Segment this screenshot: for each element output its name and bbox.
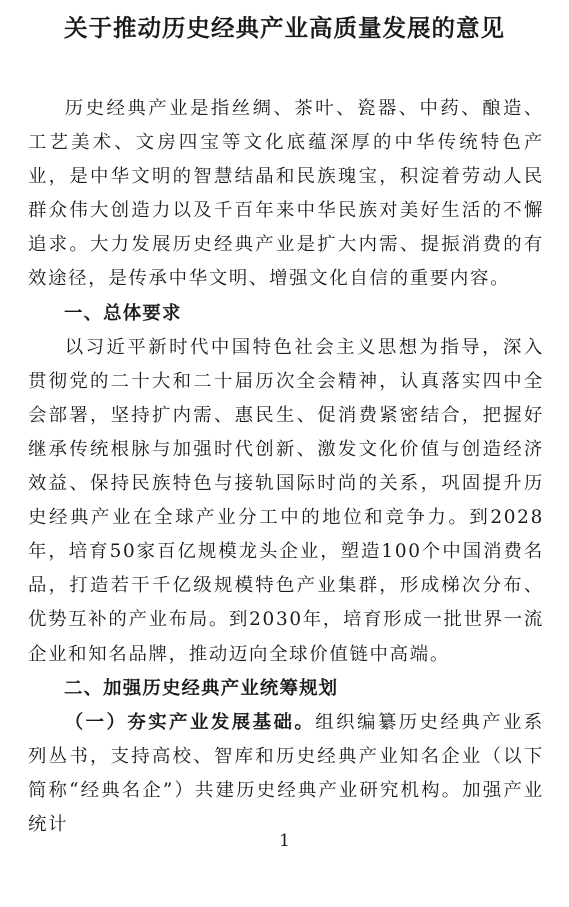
document-title: 关于推动历史经典产业高质量发展的意见 [64, 14, 505, 42]
page-number: 1 [279, 831, 290, 851]
section-heading-planning: 二、加强历史经典产业统筹规划 [64, 677, 339, 699]
section-heading-general-requirements: 一、总体要求 [64, 302, 182, 324]
planning-item-paragraph [28, 706, 544, 842]
planning-item-text: 组织编纂历史经典产业系列丛书，支持高校、智库和历史经典产业知名企业（以下简称“经典名企”）共建历史经典产业研究机构。加强产业统计 [28, 711, 544, 835]
document-body [28, 92, 544, 842]
intro-paragraph: 历史经典产业是指丝绸、茶叶、瓷器、中药、酿造、工艺美术、文房四宝等文化底蕴深厚的中华传统特色产业，是中华文明的智慧结晶和民族瑰宝，积淀着劳动人民群众伟大创造力以及千百年来中华民族对美好生活的不懈追求。大力发展历史经典产业是扩大内需、提振消费的有效途径，是传承中华文明、增强文化自信的重要内容。 [28, 98, 544, 290]
planning-item-lead: （一）夯实产业发展基础。 [64, 711, 316, 733]
general-requirements-paragraph: 以习近平新时代中国特色社会主义思想为指导，深入贯彻党的二十大和二十届历次全会精神，认真落实四中全会部署，坚持扩内需、惠民生、促消费紧密结合，把握好继承传统根脉与加强时代创新、激发文化价值与创造经济效益、保持民族特色与接轨国际时尚的关系，巩固提升历史经典产业在全球产业分工中的地位和竞争力。到2028年，培育50家百亿规模龙头企业，塑造100个中国消费名品，打造若干千亿级规模特色产业集群，形成梯次分布、优势互补的产业布局。到2030年，培育形成一批世界一流企业和知名品牌，推动迈向全球价值链中高端。 [28, 336, 544, 665]
